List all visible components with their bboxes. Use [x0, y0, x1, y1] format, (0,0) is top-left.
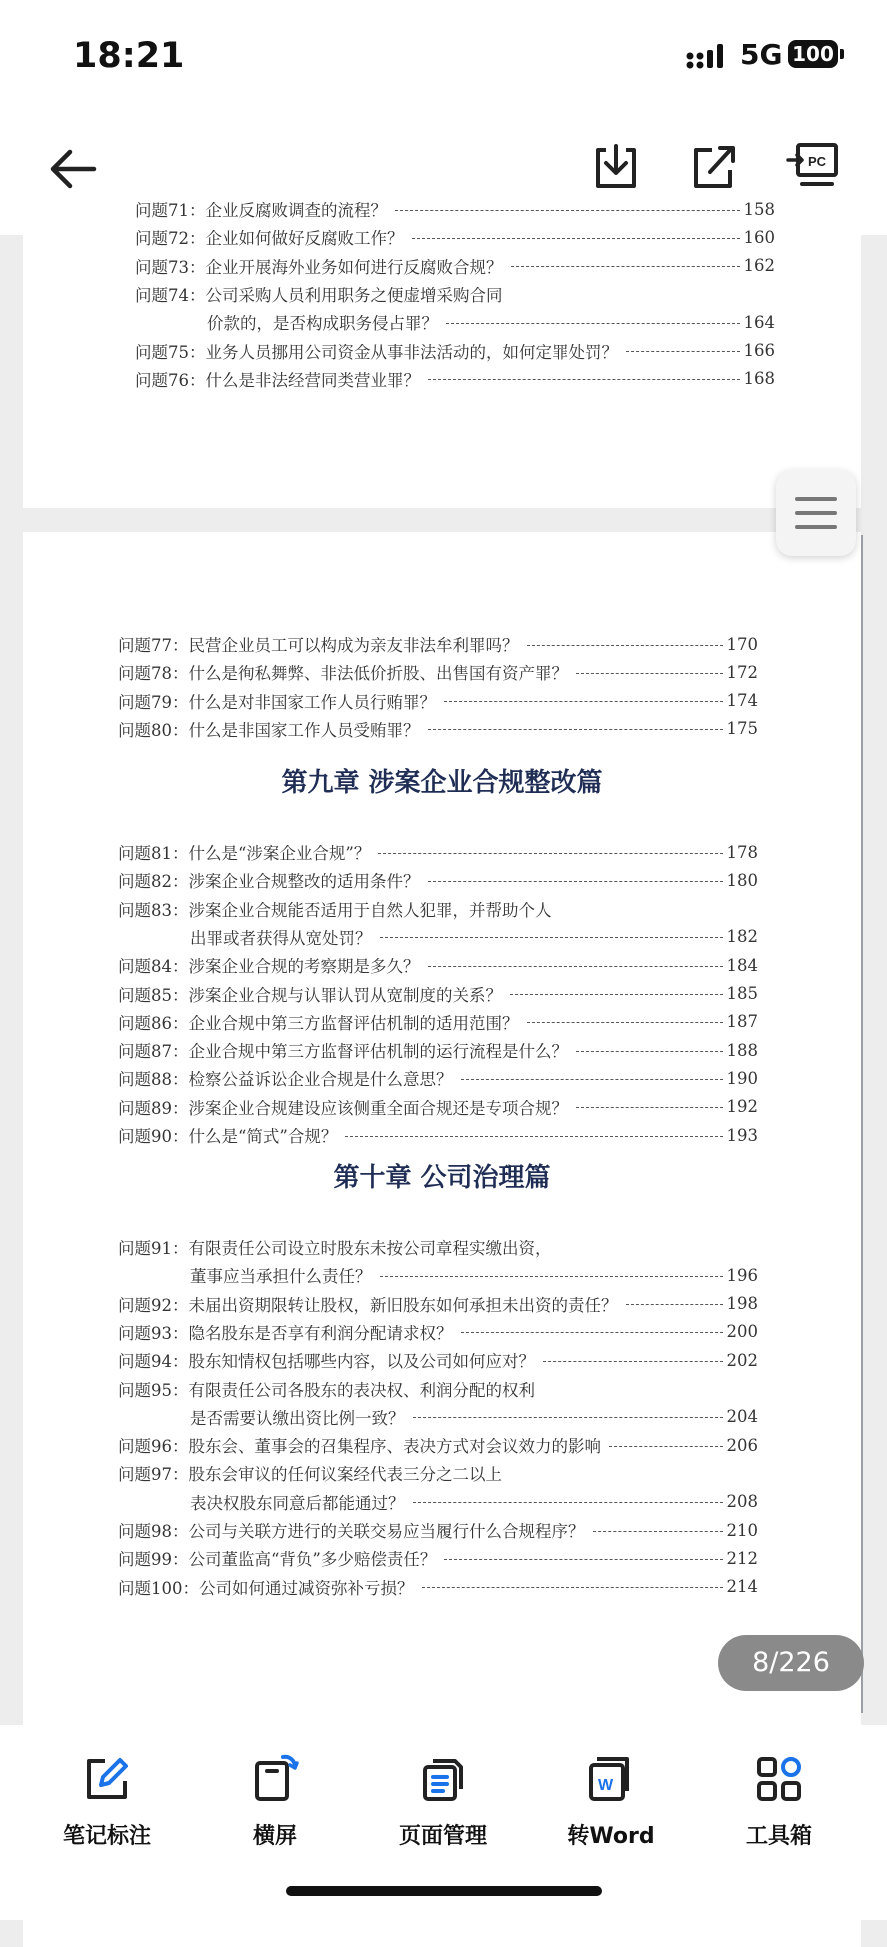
toc-page-number: 170: [726, 634, 758, 654]
toc-leader: [413, 1417, 723, 1418]
toc-leader: [380, 1276, 723, 1277]
toc-number: 问题91：: [118, 1239, 189, 1258]
toc-title: 股东知情权包括哪些内容，以及公司如何应对？: [188, 1352, 535, 1372]
toc-number: 问题73：: [135, 257, 206, 277]
toc-row[interactable]: [118, 1544, 758, 1572]
toc-page-number: 196: [726, 1265, 758, 1285]
toc-page-number: 202: [726, 1350, 758, 1370]
toc-title: 表决权股东同意后都能通过？: [190, 1493, 405, 1513]
toc-title: 企业反腐败调查的流程？: [205, 201, 387, 220]
toc-title: 股东会、董事会的召集程序、表决方式对会议效力的影响: [188, 1437, 601, 1457]
toc-leader: [395, 210, 740, 211]
toc-row[interactable]: [118, 687, 758, 715]
annotate-label: 笔记标注: [62, 1824, 151, 1849]
toc-page-number: 198: [726, 1294, 758, 1314]
toc-row[interactable]: [135, 337, 775, 365]
page-manage-button[interactable]: [368, 1755, 518, 1850]
toc-leader: [345, 1136, 722, 1137]
toc-title: 涉案企业合规能否适用于自然人犯罪，并帮助个人: [188, 900, 552, 920]
toc-row[interactable]: [118, 1121, 758, 1149]
toc-leader: [511, 266, 740, 267]
back-arrow-icon[interactable]: [48, 146, 98, 192]
toc-leader: [428, 379, 740, 380]
home-indicator[interactable]: [286, 1886, 602, 1896]
toc-page-number: 185: [726, 984, 758, 1003]
toc-page-number: 193: [726, 1125, 758, 1145]
toc-leader: [609, 1446, 723, 1447]
toc-title: 涉案企业合规整改的适用条件？: [188, 872, 420, 892]
toc-title: 涉案企业合规的考察期是多久？: [188, 957, 420, 977]
toc-number: 问题95：: [118, 1380, 189, 1400]
toc-row[interactable]: [118, 1459, 758, 1487]
toc-page-number: 210: [726, 1520, 758, 1540]
toc-page-number: 187: [726, 1012, 758, 1032]
toc-page-number: 214: [726, 1577, 758, 1597]
chapter-9-heading: 第九章 涉案企业合规整改篇: [281, 768, 603, 798]
toc-page-number: 175: [726, 719, 758, 739]
toc-number: 问题88：: [118, 1070, 189, 1090]
toc-page-number: 172: [726, 662, 758, 682]
pc-mode-icon[interactable]: [786, 142, 840, 192]
landscape-button[interactable]: [200, 1755, 350, 1850]
scrollbar[interactable]: [861, 535, 863, 1713]
toc-row[interactable]: [135, 280, 775, 308]
toc-leader: [412, 238, 740, 239]
toc-number: 问题83：: [118, 900, 189, 920]
chapter-10-heading: 第十章 公司治理篇: [333, 1163, 551, 1193]
toc-title: 企业如何做好反腐败工作？: [205, 229, 404, 249]
toc-page-number: 204: [726, 1407, 758, 1427]
toc-page-number: 164: [743, 312, 775, 332]
page-manage-label: 页面管理: [398, 1824, 487, 1849]
rotate-icon: [251, 1755, 299, 1803]
toc-title: 董事应当承担什么责任？: [190, 1267, 372, 1287]
share-icon[interactable]: [690, 142, 738, 192]
toc-row[interactable]: [190, 1488, 758, 1516]
toc-row[interactable]: [118, 715, 758, 743]
toc-row[interactable]: [190, 923, 758, 951]
toc-row[interactable]: [190, 1403, 758, 1431]
toc-title: 民营企业员工可以构成为亲友非法牟利罪吗？: [188, 636, 519, 655]
toc-page-number: 192: [726, 1097, 758, 1117]
toc-leader: [461, 1332, 723, 1333]
menu-handle-button[interactable]: [776, 470, 856, 556]
toc-number: 问题75：: [135, 342, 206, 362]
toc-leader: [576, 1051, 723, 1052]
toc-leader: [461, 1079, 723, 1080]
menu-line-icon: [795, 525, 837, 529]
battery-cap: [840, 49, 844, 59]
to-word-button[interactable]: [536, 1755, 686, 1850]
page-manage-icon: [419, 1755, 467, 1803]
to-word-label: 转Word: [567, 1824, 655, 1849]
toc-title: 有限责任公司各股东的表决权、利润分配的权利: [188, 1380, 535, 1400]
menu-line-icon: [795, 497, 837, 501]
toc-title: 企业开展海外业务如何进行反腐败合规？: [205, 257, 503, 277]
toc-number: 问题71：: [135, 201, 206, 220]
toc-row[interactable]: [118, 630, 758, 658]
pc-label: PC: [808, 154, 827, 169]
toc-page-number: 184: [726, 955, 758, 975]
toc-page-number: 208: [726, 1492, 758, 1512]
toc-page-number: 158: [743, 199, 775, 219]
toc-row[interactable]: [135, 223, 775, 251]
toc-row[interactable]: [118, 1064, 758, 1092]
toc-title: 公司如何通过减资弥补亏损？: [199, 1578, 414, 1598]
toc-row[interactable]: [118, 1346, 758, 1374]
toc-number: 问题93：: [118, 1323, 189, 1343]
toolbox-button[interactable]: [704, 1755, 854, 1850]
toc-title: 涉案企业合规与认罪认罚从宽制度的关系？: [188, 985, 502, 1005]
toc-number: 问题90：: [118, 1127, 189, 1146]
toc-leader: [428, 966, 723, 967]
toc-leader: [626, 351, 740, 352]
toc-title: 什么是非国家工作人员受贿罪？: [188, 720, 420, 740]
toolbox-icon: [755, 1755, 803, 1803]
toc-row[interactable]: [118, 1008, 758, 1036]
toc-number: 问题74：: [135, 285, 206, 305]
toc-title: 什么是“简式”合规？: [188, 1127, 338, 1146]
annotate-button[interactable]: [32, 1755, 182, 1850]
toc-title: 业务人员挪用公司资金从事非法活动的，如何定罪处罚？: [205, 342, 618, 362]
toc-number: 问题97：: [118, 1465, 189, 1485]
download-icon[interactable]: [592, 142, 640, 192]
toc-leader: [428, 729, 723, 730]
toc-row[interactable]: [118, 658, 758, 686]
word-icon: [587, 1755, 635, 1803]
toc-number: 问题79：: [118, 692, 189, 712]
toc-number: 问题89：: [118, 1098, 189, 1118]
toc-title: 未届出资期限转让股权，新旧股东如何承担未出资的责任？: [188, 1295, 618, 1315]
svg-text:W: W: [598, 1777, 614, 1794]
toc-title: 企业合规中第三方监督评估机制的适用范围？: [188, 1013, 519, 1033]
toolbox-label: 工具箱: [745, 1824, 812, 1849]
toc-title: 隐名股东是否享有利润分配请求权？: [188, 1323, 453, 1343]
toc-page-number: 182: [726, 927, 758, 947]
toc-title: 公司与关联方进行的关联交易应当履行什么合规程序？: [188, 1522, 585, 1541]
toc-title: 公司采购人员利用职务之便虚增采购合同: [205, 285, 503, 305]
toc-row[interactable]: [118, 1573, 758, 1601]
toc-number: 问题72：: [135, 229, 206, 249]
toc-number: 问题96：: [118, 1437, 189, 1457]
toc-title: 检察公益诉讼企业合规是什么意思？: [188, 1070, 453, 1090]
toc-leader: [527, 645, 723, 646]
toc-number: 问题94：: [118, 1352, 189, 1372]
toc-number: 问题80：: [118, 720, 189, 740]
toc-row[interactable]: [207, 308, 775, 336]
toc-leader: [510, 994, 723, 995]
toc-title: 什么是“涉案企业合规”？: [188, 844, 371, 863]
landscape-label: 横屏: [252, 1824, 297, 1849]
toc-title: 企业合规中第三方监督评估机制的运行流程是什么？: [188, 1042, 568, 1062]
annotate-icon: [83, 1755, 131, 1803]
toc-number: 问题86：: [118, 1013, 189, 1033]
toc-page-number: 188: [726, 1040, 758, 1060]
toc-number: 问题81：: [118, 844, 189, 863]
toc-leader: [413, 1502, 723, 1503]
toc-row[interactable]: [118, 1233, 758, 1261]
toc-leader: [428, 881, 723, 882]
toc-title: 股东会审议的任何议案经代表三分之二以上: [188, 1465, 502, 1485]
toc-row[interactable]: [135, 195, 775, 223]
toc-row[interactable]: [118, 1036, 758, 1064]
toc-row[interactable]: [118, 895, 758, 923]
toc-page-number: 162: [743, 256, 775, 276]
toc-leader: [444, 701, 723, 702]
toc-row[interactable]: [118, 1375, 758, 1403]
toc-title: 什么是对非国家工作人员行贿罪？: [188, 692, 436, 712]
toc-row[interactable]: [118, 1290, 758, 1318]
toc-number: 问题98：: [118, 1522, 189, 1541]
toc-title: 价款的，是否构成职务侵占罪？: [207, 314, 438, 334]
status-time: 18:21: [73, 36, 185, 76]
toc-row[interactable]: [118, 1431, 758, 1459]
toc-number: 问题92：: [118, 1295, 189, 1315]
toc-row[interactable]: [118, 838, 758, 866]
toc-page-number: 180: [726, 870, 758, 890]
toc-number: 问题76：: [135, 370, 206, 390]
toc-row[interactable]: [135, 252, 775, 280]
toc-page-number: 160: [743, 227, 775, 247]
toc-number: 问题87：: [118, 1042, 189, 1062]
toc-leader: [378, 853, 722, 854]
toc-title: 什么是非法经营同类营业罪？: [205, 370, 420, 390]
toc-number: 问题82：: [118, 872, 189, 892]
toc-title: 有限责任公司设立时股东未按公司章程实缴出资，: [188, 1239, 552, 1258]
pdf-page-previous: [23, 199, 861, 508]
toc-leader: [593, 1531, 723, 1532]
toc-title: 什么是徇私舞弊、非法低价折股、出售国有资产罪？: [188, 664, 568, 684]
toc-leader: [444, 1559, 722, 1560]
toc-leader: [380, 937, 723, 938]
battery-icon: 100: [788, 40, 838, 68]
toc-page-number: 212: [726, 1548, 758, 1568]
status-bar: [0, 0, 887, 110]
toc-number: 问题99：: [118, 1550, 189, 1570]
toc-page-number: 166: [743, 341, 775, 360]
toc-title: 公司董监高“背负”多少赔偿责任？: [188, 1550, 437, 1570]
toc-page-number: 174: [726, 691, 758, 711]
toc-page-number: 168: [743, 369, 775, 389]
toc-page-number: 178: [726, 842, 758, 862]
page-indicator: 8/226: [718, 1635, 864, 1691]
toc-row[interactable]: [118, 1318, 758, 1346]
cellular-signal-icon: [686, 44, 726, 70]
toc-title: 是否需要认缴出资比例一致？: [190, 1408, 405, 1428]
toc-number: 问题77：: [118, 636, 189, 655]
toc-leader: [576, 1107, 723, 1108]
toc-number: 问题78：: [118, 664, 189, 684]
toc-leader: [422, 1587, 723, 1588]
toc-page-number: 206: [726, 1435, 758, 1455]
toc-leader: [446, 323, 740, 324]
toc-number: 问题84：: [118, 957, 189, 977]
toc-number: 问题100：: [118, 1578, 199, 1598]
menu-line-icon: [795, 511, 837, 515]
toc-title: 出罪或者获得从宽处罚？: [190, 928, 372, 948]
toc-row[interactable]: [118, 1093, 758, 1121]
toc-leader: [543, 1361, 723, 1362]
network-type: 5G: [740, 38, 783, 71]
toc-leader: [527, 1022, 723, 1023]
toc-number: 问题85：: [118, 985, 189, 1005]
document-viewport[interactable]: [0, 199, 887, 1725]
toc-leader: [626, 1304, 723, 1305]
toc-page-number: 200: [726, 1322, 758, 1342]
toc-row[interactable]: [118, 1516, 758, 1544]
toc-row[interactable]: [118, 866, 758, 894]
toc-page-number: 190: [726, 1068, 758, 1088]
toc-row[interactable]: [190, 1261, 758, 1289]
toc-row[interactable]: [135, 365, 775, 393]
toc-row[interactable]: [118, 980, 758, 1008]
toc-title: 涉案企业合规建设应该侧重全面合规还是专项合规？: [188, 1098, 568, 1118]
toc-leader: [576, 673, 723, 674]
toc-row[interactable]: [118, 951, 758, 979]
